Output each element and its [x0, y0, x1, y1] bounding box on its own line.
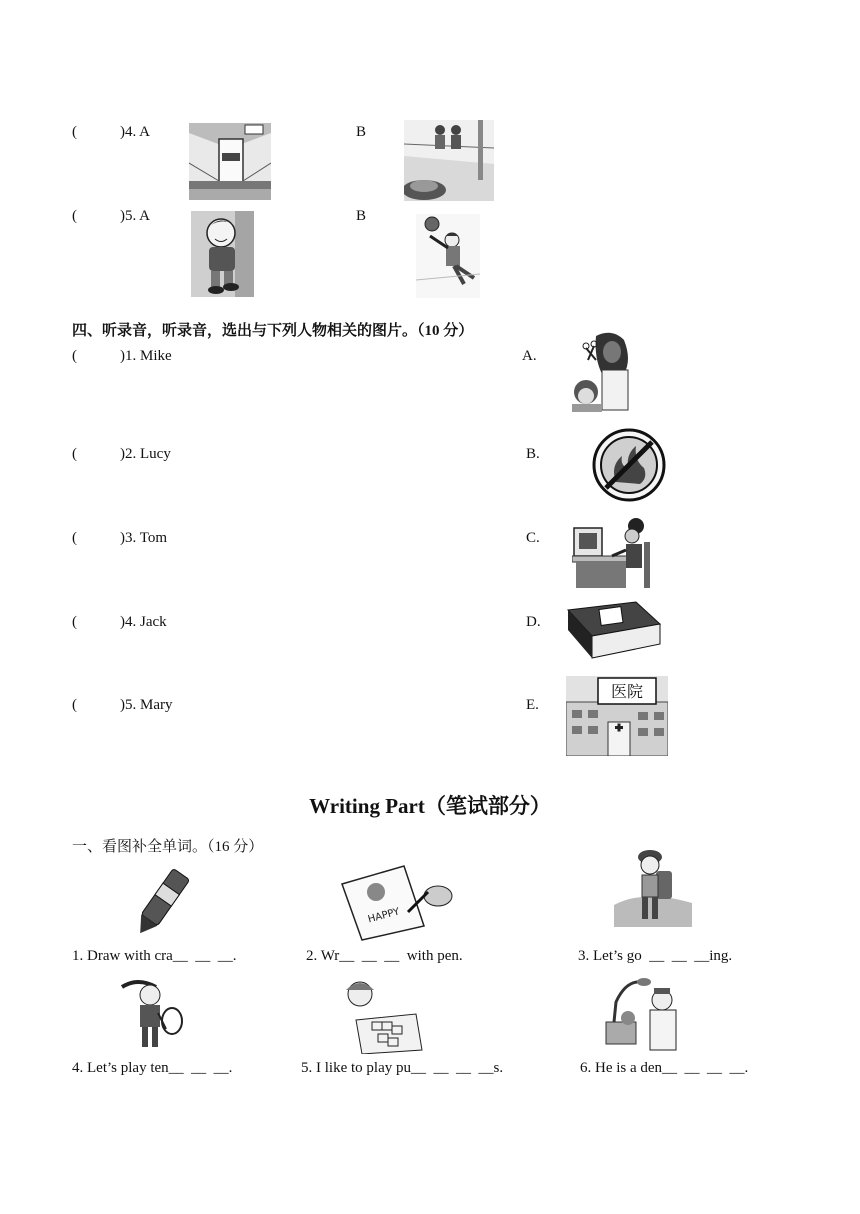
- card-text: HAPPY: [366, 906, 401, 926]
- item-label: )5. Mary: [120, 697, 173, 713]
- writing-card-picture: [338, 862, 456, 942]
- hospital-picture: [566, 676, 668, 756]
- option-label: B: [356, 124, 367, 140]
- item-label: )4. Jack: [120, 614, 167, 630]
- running-boy-picture: [191, 211, 254, 297]
- tennis-girl-picture: [108, 973, 190, 1053]
- option-letter: D.: [526, 614, 541, 630]
- dentist-picture: [602, 972, 690, 1054]
- item-label: )3. Tom: [120, 530, 168, 546]
- puzzle-girl-picture: [338, 976, 424, 1054]
- item-label: )2. Lucy: [120, 446, 171, 462]
- option-letter: C.: [526, 530, 540, 546]
- sentence-2: 2. Wr__ __ __ with pen.: [306, 948, 463, 964]
- sentence-3: 3. Let’s go __ __ __ing.: [578, 948, 733, 964]
- sentence-5: 5. I like to play pu__ __ __ __s.: [301, 1060, 504, 1076]
- question-label: )5. A: [120, 208, 150, 224]
- paren-open: (: [72, 697, 77, 713]
- paren-open: (: [72, 348, 77, 364]
- no-fire-sign-picture: [590, 426, 668, 504]
- basketball-jump-picture: [416, 214, 480, 298]
- paren-open: (: [72, 124, 77, 140]
- crayon-picture: [130, 862, 194, 942]
- section4-heading: 四、听录音，听录音，选出与下列人物相关的图片。（10 分）: [72, 323, 474, 339]
- sentence-1: 1. Draw with cra__ __ __.: [72, 948, 237, 964]
- option-letter: A.: [522, 348, 537, 364]
- paren-open: (: [72, 446, 77, 462]
- sentence-4: 4. Let’s play ten__ __ __.: [72, 1060, 233, 1076]
- hospital-sign-text: 医院: [610, 682, 644, 701]
- street-kids-picture: [404, 120, 494, 201]
- sentence-6: 6. He is a den__ __ __ __.: [580, 1060, 749, 1076]
- writing-part-title: Writing Part（笔试部分）: [309, 794, 551, 818]
- paren-open: (: [72, 208, 77, 224]
- writing-section1-heading: 一、看图补全单词。（16 分）: [72, 839, 264, 855]
- computer-user-picture: [572, 512, 656, 590]
- option-letter: B.: [526, 446, 540, 462]
- barber-picture: [572, 330, 634, 412]
- question-label: )4. A: [120, 124, 150, 140]
- hiking-boy-picture: [614, 845, 692, 927]
- stairs-bus-picture: [189, 123, 271, 200]
- item-label: )1. Mike: [120, 348, 172, 364]
- book-picture: [562, 600, 662, 670]
- paren-open: (: [72, 614, 77, 630]
- paren-open: (: [72, 530, 77, 546]
- option-label: B: [356, 208, 367, 224]
- option-letter: E.: [526, 697, 539, 713]
